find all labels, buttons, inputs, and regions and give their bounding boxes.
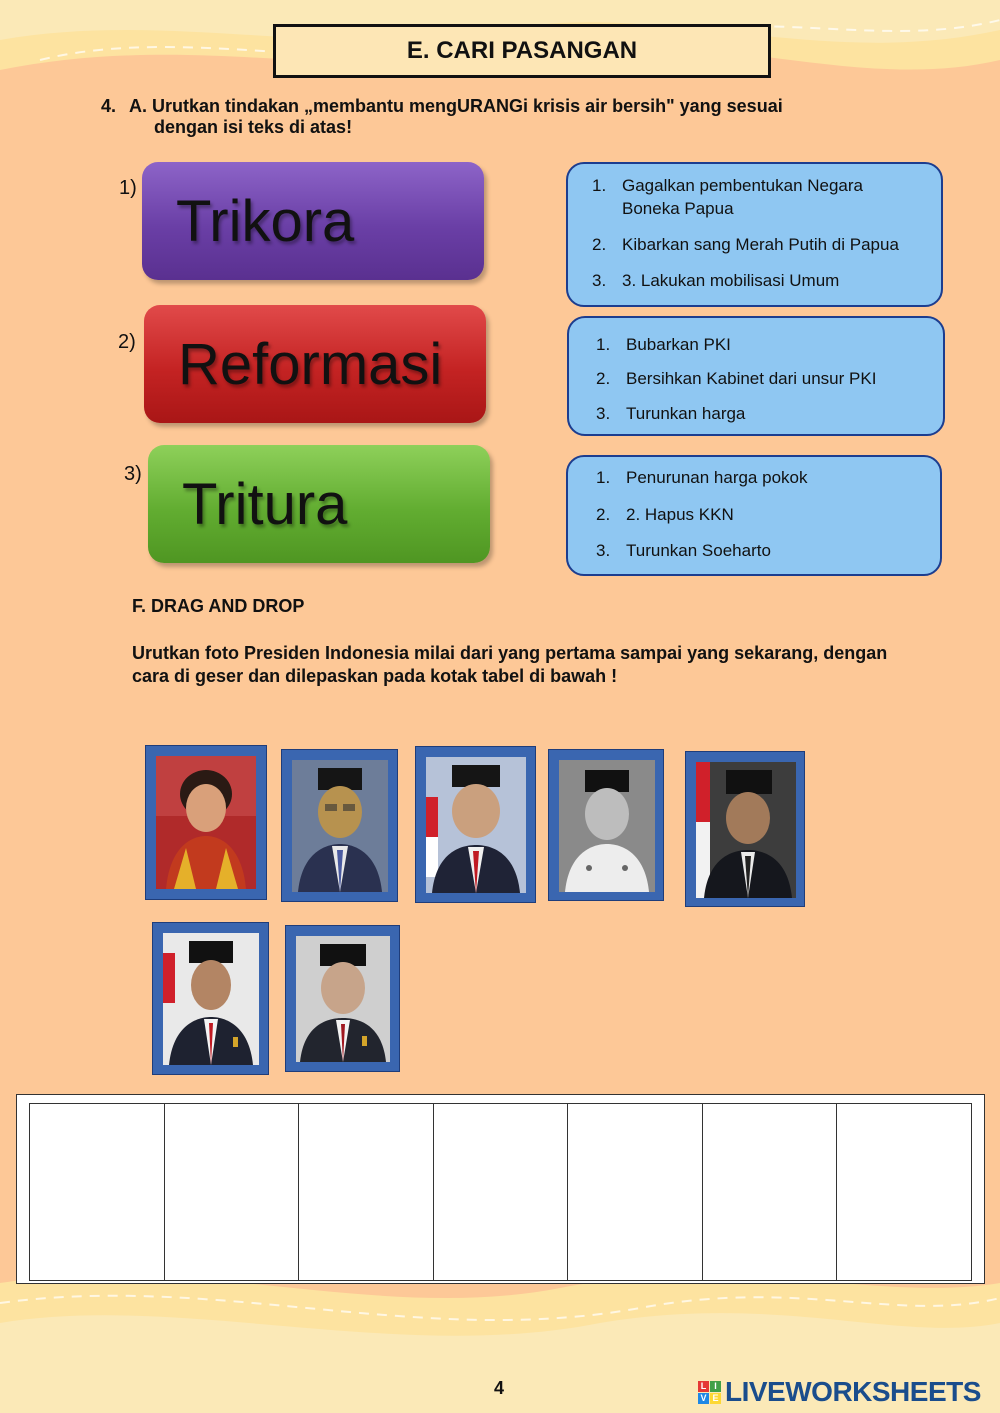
drop-cell-2[interactable] bbox=[165, 1104, 300, 1280]
liveworksheets-logo[interactable] bbox=[698, 1376, 981, 1408]
card-number-1: 1) bbox=[119, 177, 137, 199]
list-item: 1. Bubarkan PKI bbox=[596, 335, 731, 354]
card-label-tritura: Tritura bbox=[182, 471, 348, 537]
portrait-man-image bbox=[292, 760, 388, 892]
card-number-2: 2) bbox=[118, 331, 136, 353]
logo-mark-icon: L I V E bbox=[698, 1381, 721, 1404]
list-item: 2. 2. Hapus KKN bbox=[596, 505, 734, 524]
question-number: 4. bbox=[101, 96, 117, 116]
portrait-man-image bbox=[559, 760, 655, 892]
list-item: 1. Penurunan harga pokok bbox=[596, 468, 808, 487]
president-photo-7[interactable] bbox=[285, 925, 400, 1072]
card-tritura[interactable] bbox=[148, 445, 490, 563]
card-trikora[interactable] bbox=[142, 162, 484, 280]
list-item: 2. Kibarkan sang Merah Putih di Papua bbox=[592, 235, 899, 254]
card-number-3: 3) bbox=[124, 463, 142, 485]
card-reformasi[interactable] bbox=[144, 305, 486, 423]
portrait-man-image bbox=[426, 757, 526, 893]
question-line-2: dengan isi teks di atas! bbox=[154, 117, 353, 137]
president-photo-3[interactable] bbox=[415, 746, 536, 903]
list-item: 3. Turunkan Soeharto bbox=[596, 541, 771, 560]
president-photo-5[interactable] bbox=[685, 751, 805, 907]
answer-box-1[interactable] bbox=[566, 162, 943, 307]
page-number: 4 bbox=[494, 1378, 505, 1398]
instruction-line-2: cara di geser dan dilepaskan pada kotak tabel di bawah ! bbox=[132, 666, 618, 686]
question-line-1: A. Urutkan tindakan „membantu mengURANGi krisis air bersih" yang sesuai bbox=[129, 96, 783, 116]
president-photo-2[interactable] bbox=[281, 749, 398, 902]
drop-cell-1[interactable] bbox=[30, 1104, 165, 1280]
drop-table bbox=[16, 1094, 985, 1284]
drop-cell-7[interactable] bbox=[837, 1104, 971, 1280]
portrait-woman-image bbox=[156, 756, 256, 889]
instruction-line-1: Urutkan foto Presiden Indonesia milai dari yang pertama sampai yang sekarang, dengan bbox=[132, 643, 888, 663]
card-label-reformasi: Reformasi bbox=[178, 331, 443, 397]
card-label-trikora: Trikora bbox=[176, 188, 355, 254]
president-photo-1[interactable] bbox=[145, 745, 267, 900]
section-f-instruction bbox=[132, 642, 962, 688]
drop-row bbox=[29, 1103, 972, 1281]
question-4-instruction bbox=[101, 96, 861, 138]
list-item-continued: Boneka Papua bbox=[622, 199, 734, 218]
portrait-man-image bbox=[163, 933, 259, 1065]
drop-cell-5[interactable] bbox=[568, 1104, 703, 1280]
drop-cell-3[interactable] bbox=[299, 1104, 434, 1280]
drop-cell-4[interactable] bbox=[434, 1104, 569, 1280]
answer-box-3[interactable] bbox=[566, 455, 942, 576]
portrait-man-image bbox=[296, 936, 390, 1062]
section-f-title: F. DRAG AND DROP bbox=[132, 596, 305, 616]
list-item: 1. Gagalkan pembentukan Negara bbox=[592, 176, 863, 195]
drop-cell-6[interactable] bbox=[703, 1104, 838, 1280]
list-item: 3. Turunkan harga bbox=[596, 404, 746, 423]
answer-box-2[interactable] bbox=[567, 316, 945, 436]
president-photo-6[interactable] bbox=[152, 922, 269, 1075]
list-item: 3. 3. Lakukan mobilisasi Umum bbox=[592, 271, 840, 290]
list-item: 2. Bersihkan Kabinet dari unsur PKI bbox=[596, 369, 877, 388]
president-photo-4[interactable] bbox=[548, 749, 664, 901]
portrait-man-image bbox=[696, 762, 796, 898]
section-e-title: E. CARI PASANGAN bbox=[273, 24, 771, 78]
logo-text: LIVEWORKSHEETS bbox=[725, 1376, 981, 1407]
